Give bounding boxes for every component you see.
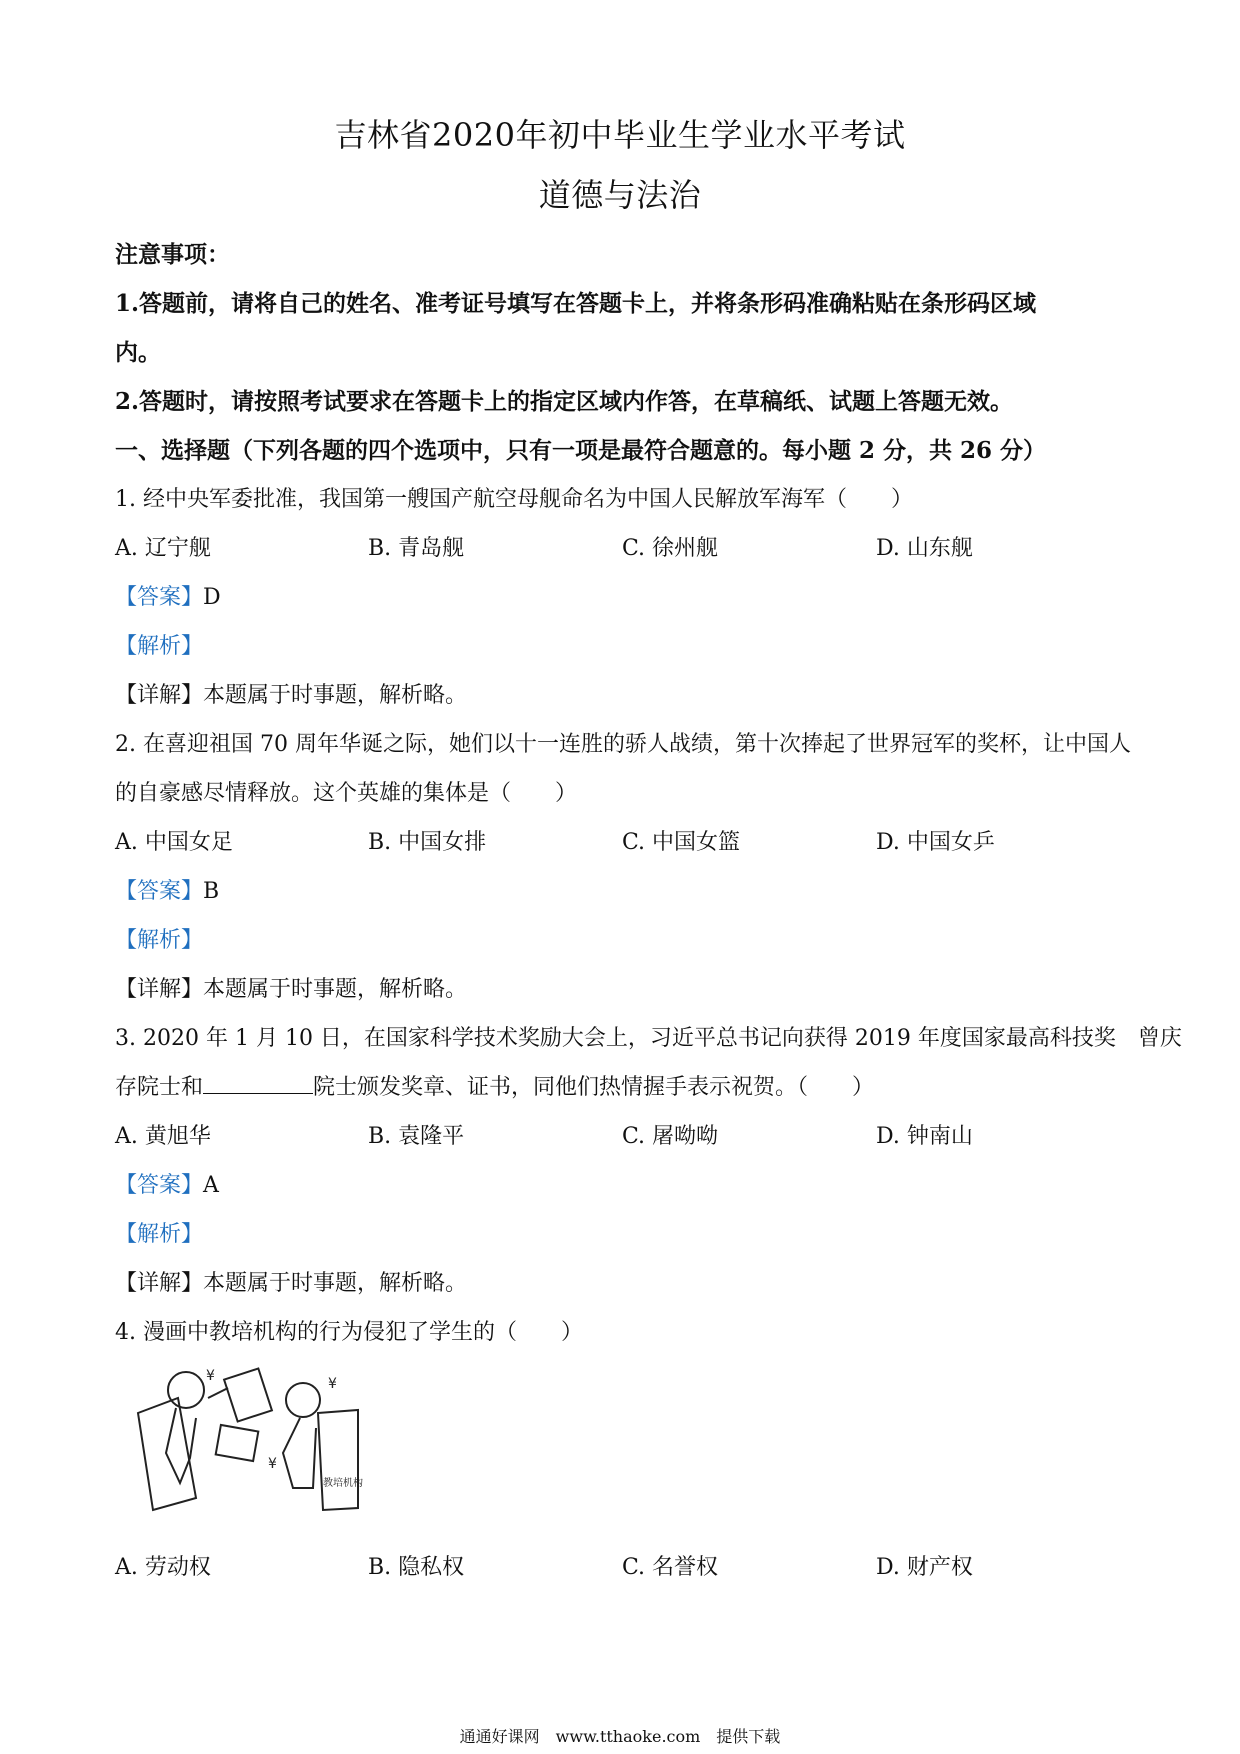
question-2-detail: 【详解】本题属于时事题，解析略。: [115, 977, 468, 1002]
answer-value: B: [203, 879, 220, 904]
question-1-option-d: D. 山东舰: [876, 536, 973, 561]
cartoon-illustration: [118, 1358, 398, 1518]
question-3-option-d: D. 钟南山: [876, 1124, 973, 1149]
question-2-answer: [115, 874, 1135, 905]
envelope-1: [224, 1369, 272, 1422]
section-heading: 一、选择题（下列各题的四个选项中，只有一项是最符合题意的。每小题 2 分，共 26 分）: [115, 437, 1047, 464]
question-3-answer: [115, 1168, 1135, 1199]
question-2-stem-line-1: 2. 在喜迎祖国 70 周年华诞之际，她们以十一连胜的骄人战绩，第十次捧起了世界冠军的奖杯，让中国人: [115, 732, 1131, 757]
yen-symbol-2: ¥: [268, 1456, 277, 1472]
arrow-line: [208, 1388, 228, 1398]
notice-item-2: 2.答题时，请按照考试要求在答题卡上的指定区域内作答，在草稿纸、试题上答题无效。: [115, 388, 1014, 415]
answer-value: A: [203, 1173, 219, 1198]
question-3-analysis-tag: 【解析】: [115, 1222, 204, 1247]
question-3-stem-line-1: 3. 2020 年 1 月 10 日，在国家科学技术奖励大会上，习近平总书记向获得 2019 年度国家最高科技奖 曾庆: [115, 1026, 1182, 1051]
character-right-head: [286, 1383, 320, 1417]
question-1-option-a: A. 辽宁舰: [115, 536, 211, 561]
question-4-option-d: D. 财产权: [876, 1555, 973, 1580]
question-2-option-a: A. 中国女足: [115, 830, 233, 855]
question-4-option-b: B. 隐私权: [368, 1555, 465, 1580]
question-4-stem: 4. 漫画中教培机构的行为侵犯了学生的（ ）: [115, 1320, 583, 1345]
answer-tag: 【答案】: [115, 585, 204, 610]
character-right-body: [283, 1418, 316, 1488]
notice-item-1-line-1: 1.答题前，请将自己的姓名、准考证号填写在答题卡上，并将条形码准确粘贴在条形码区域: [115, 290, 1037, 317]
question-2-analysis-tag: 【解析】: [115, 928, 204, 953]
question-3-detail: 【详解】本题属于时事题，解析略。: [115, 1271, 468, 1296]
envelope-2: [216, 1425, 259, 1461]
question-4-option-c: C. 名誉权: [622, 1555, 719, 1580]
yen-symbol-3: ¥: [328, 1376, 337, 1392]
footer-source: 通通好课网 www.tthaoke.com 提供下载: [459, 1727, 781, 1746]
question-3-option-c: C. 屠呦呦: [622, 1124, 719, 1149]
notice-item-1-line-2: 内。: [115, 339, 161, 366]
question-1-answer: [115, 580, 1135, 611]
question-4-option-a: A. 劳动权: [115, 1555, 211, 1580]
yen-symbol-1: ¥: [206, 1368, 215, 1384]
phone-right-outline: [318, 1410, 358, 1510]
question-2-option-d: D. 中国女乒: [876, 830, 995, 855]
answer-tag: 【答案】: [115, 879, 204, 904]
question-1-option-b: B. 青岛舰: [368, 536, 465, 561]
question-3-stem-line-2: [115, 1070, 1135, 1101]
notice-heading: 注意事项：: [115, 241, 230, 268]
question-3-stem-end: 院士颁发奖章、证书，同他们热情握手表示祝贺。（ ）: [313, 1075, 875, 1100]
question-3-option-a: A. 黄旭华: [115, 1124, 211, 1149]
question-1-analysis-tag: 【解析】: [115, 634, 204, 659]
cartoon-label-institution: 教培机构: [323, 1478, 363, 1489]
answer-tag: 【答案】: [115, 1173, 204, 1198]
question-3-stem-start: 存院士和: [115, 1075, 204, 1100]
question-2-option-c: C. 中国女篮: [622, 830, 741, 855]
fill-in-blank: [203, 1073, 313, 1094]
question-3-option-b: B. 袁隆平: [368, 1124, 465, 1149]
answer-value: D: [203, 585, 221, 610]
exam-subject: 道德与法治: [538, 176, 702, 214]
question-1-detail: 【详解】本题属于时事题，解析略。: [115, 683, 468, 708]
question-2-stem-line-2: 的自豪感尽情释放。这个英雄的集体是（ ）: [115, 781, 578, 806]
question-1-option-c: C. 徐州舰: [622, 536, 719, 561]
character-left-head: [168, 1372, 204, 1408]
exam-title: 吉林省2020年初中毕业生学业水平考试: [334, 116, 906, 154]
question-2-option-b: B. 中国女排: [368, 830, 487, 855]
question-1-stem: 1. 经中央军委批准，我国第一艘国产航空母舰命名为中国人民解放军海军（ ）: [115, 487, 913, 512]
